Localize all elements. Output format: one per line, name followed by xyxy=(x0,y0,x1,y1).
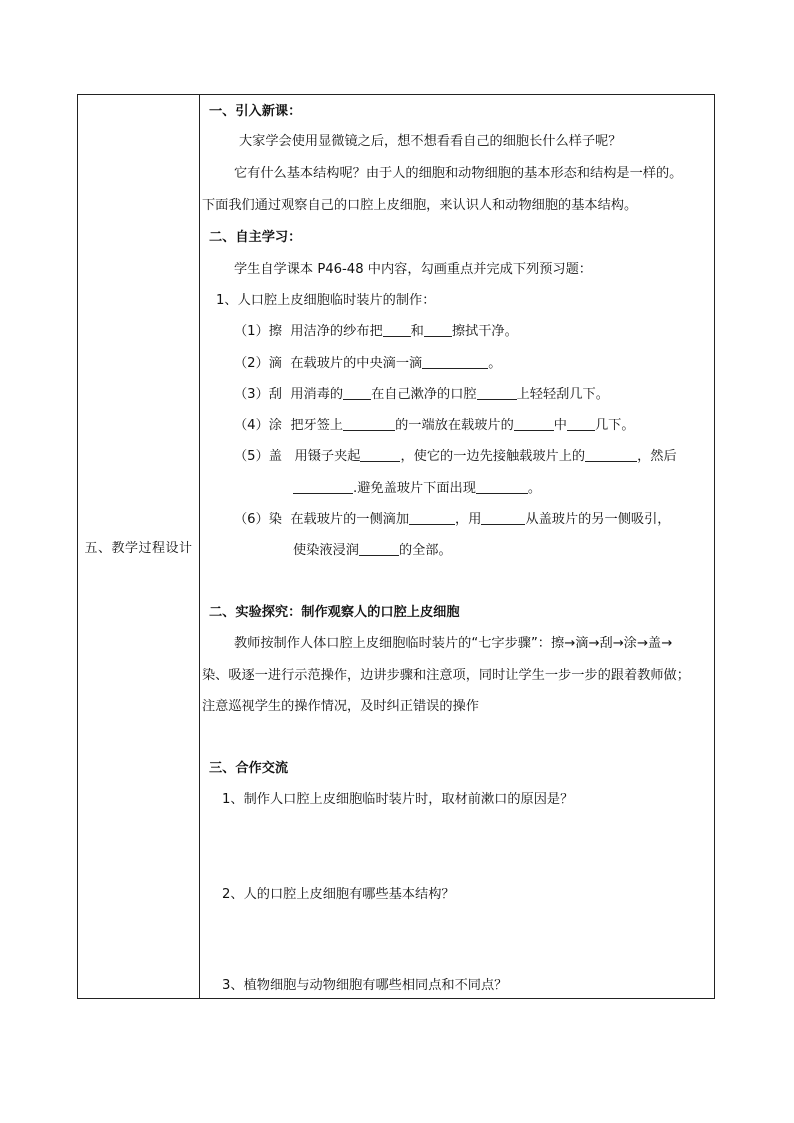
discussion-question-1: 1、制作人口腔上皮细胞临时装片时，取材前漱口的原因是？ xyxy=(222,792,574,807)
step-6: （6）染 在载玻片的一侧滴加 ，用 从盖玻片的另一侧吸引， xyxy=(234,512,671,527)
experiment-paragraph-3: 注意巡视学生的操作情况，及时纠正错误的操作 xyxy=(202,699,479,714)
blank xyxy=(481,511,525,525)
section-heading-experiment: 二、实验探究：制作观察人的口腔上皮细胞 xyxy=(209,605,460,620)
step-4: （4）涂 把牙签上 的一端放在载玻片的 中 几下。 xyxy=(234,418,635,433)
step-2: （2）滴 在载玻片的中央滴一滴 。 xyxy=(234,356,502,371)
experiment-paragraph-1: 教师按制作人体口腔上皮细胞临时装片的“七字步骤”：擦→滴→刮→涂→盖→ xyxy=(234,636,673,651)
content-cell xyxy=(200,95,714,998)
self-study-intro: 学生自学课本 P46-48 中内容，勾画重点并完成下列预习题： xyxy=(234,262,592,277)
blank xyxy=(514,417,554,431)
blank xyxy=(409,511,455,525)
blank xyxy=(359,542,399,556)
discussion-question-2: 2、人的口腔上皮细胞有哪些基本结构？ xyxy=(222,887,455,902)
blank xyxy=(476,480,528,494)
blank xyxy=(585,448,637,462)
blank xyxy=(343,386,371,400)
section-heading-intro: 一、引入新课： xyxy=(209,104,302,119)
discussion-question-3: 3、植物细胞与动物细胞有哪些相同点和不同点？ xyxy=(222,978,508,993)
step-number: （6）染 xyxy=(234,512,282,527)
blank xyxy=(343,417,395,431)
step-6-continued: 使染液浸润 的全部。 xyxy=(293,543,452,558)
blank xyxy=(383,323,411,337)
step-number: （4）涂 xyxy=(234,418,282,433)
blank xyxy=(477,386,517,400)
blank xyxy=(567,417,595,431)
step-number: （5）盖 xyxy=(234,449,282,464)
step-number: （3）刮 xyxy=(234,387,282,402)
blank xyxy=(293,480,353,494)
step-1: （1）擦 用洁净的纱布把 和 擦拭干净。 xyxy=(234,324,518,339)
step-3: （3）刮 用消毒的 在自己漱净的口腔 上轻轻刮几下。 xyxy=(234,387,609,402)
step-5-continued: .避免盖玻片下面出现 。 xyxy=(293,480,541,498)
section-heading-self-study: 二、自主学习： xyxy=(209,230,302,245)
blank xyxy=(424,323,452,337)
blank xyxy=(360,448,400,462)
step-5: （5）盖 用镊子夹起 ，使它的一边先接触载玻片上的 ，然后 xyxy=(234,449,677,464)
row-label: 五、教学过程设计 xyxy=(84,541,193,556)
section-heading-discussion: 三、合作交流 xyxy=(209,761,289,776)
intro-paragraph-2a: 它有什么基本结构呢？由于人的细胞和动物细胞的基本形态和结构是一样的。 xyxy=(234,166,683,181)
intro-paragraph-2b: 下面我们通过观察自己的口腔上皮细胞，来认识人和动物细胞的基本结构。 xyxy=(202,198,638,213)
step-number: （2）滴 xyxy=(234,356,282,371)
intro-paragraph-1: 大家学会使用显微镜之后，想不想看看自己的细胞长什么样子呢？ xyxy=(239,134,622,149)
blank xyxy=(422,355,488,369)
lesson-table xyxy=(77,94,715,999)
question-1-title: 1、人口腔上皮细胞临时装片的制作： xyxy=(216,293,436,308)
experiment-paragraph-2: 染、吸逐一进行示范操作，边讲步骤和注意项，同时让学生一步一步的跟着教师做； xyxy=(202,668,690,683)
step-number: （1）擦 xyxy=(234,324,282,339)
